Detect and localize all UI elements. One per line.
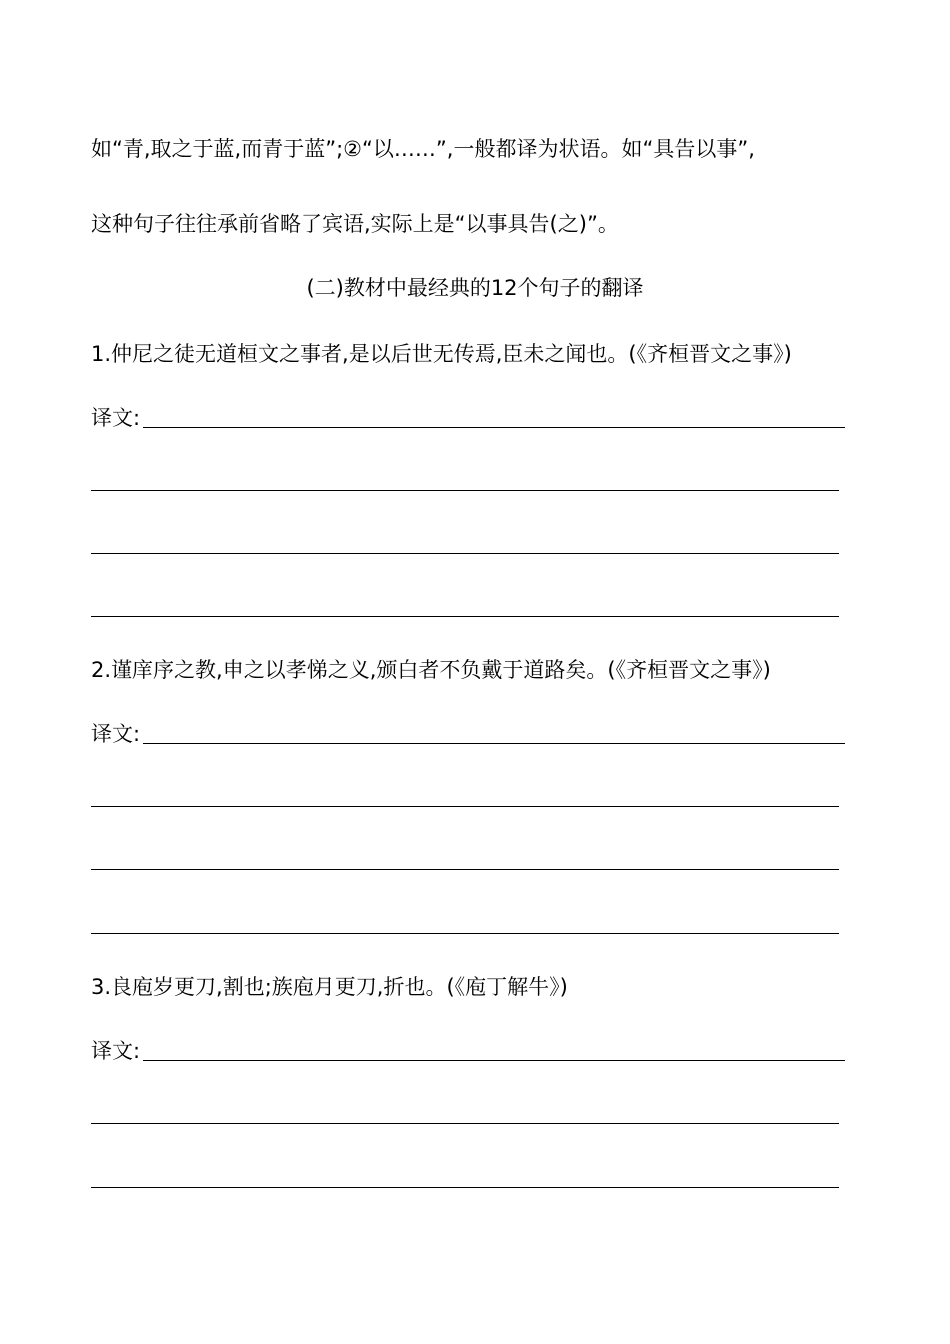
answer-line-1-1[interactable]	[143, 427, 845, 428]
translation-label-2: 译文:	[91, 722, 141, 746]
answer-line-1-3[interactable]	[91, 553, 839, 554]
intro-line-1: 如“青,取之于蓝,而青于蓝”;②“以……”,一般都译为状语。如“具告以事”,	[91, 137, 755, 161]
answer-line-2-4[interactable]	[91, 933, 839, 934]
question-2: 2.谨庠序之教,申之以孝悌之义,颁白者不负戴于道路矣。(《齐桓晋文之事》)	[91, 658, 771, 682]
question-3: 3.良庖岁更刀,割也;族庖月更刀,折也。(《庖丁解牛》)	[91, 975, 568, 999]
answer-line-3-1[interactable]	[143, 1060, 845, 1061]
answer-line-1-4[interactable]	[91, 616, 839, 617]
answer-line-2-2[interactable]	[91, 806, 839, 807]
question-1: 1.仲尼之徒无道桓文之事者,是以后世无传焉,臣未之闻也。(《齐桓晋文之事》)	[91, 342, 792, 366]
section-heading: (二)教材中最经典的12个句子的翻译	[306, 276, 644, 300]
translation-label-1: 译文:	[91, 406, 141, 430]
answer-line-2-1[interactable]	[143, 743, 845, 744]
answer-line-3-3[interactable]	[91, 1187, 839, 1188]
answer-line-1-2[interactable]	[91, 490, 839, 491]
answer-line-2-3[interactable]	[91, 869, 839, 870]
intro-line-2: 这种句子往往承前省略了宾语,实际上是“以事具告(之)”。	[91, 212, 619, 236]
translation-label-3: 译文:	[91, 1039, 141, 1063]
answer-line-3-2[interactable]	[91, 1123, 839, 1124]
